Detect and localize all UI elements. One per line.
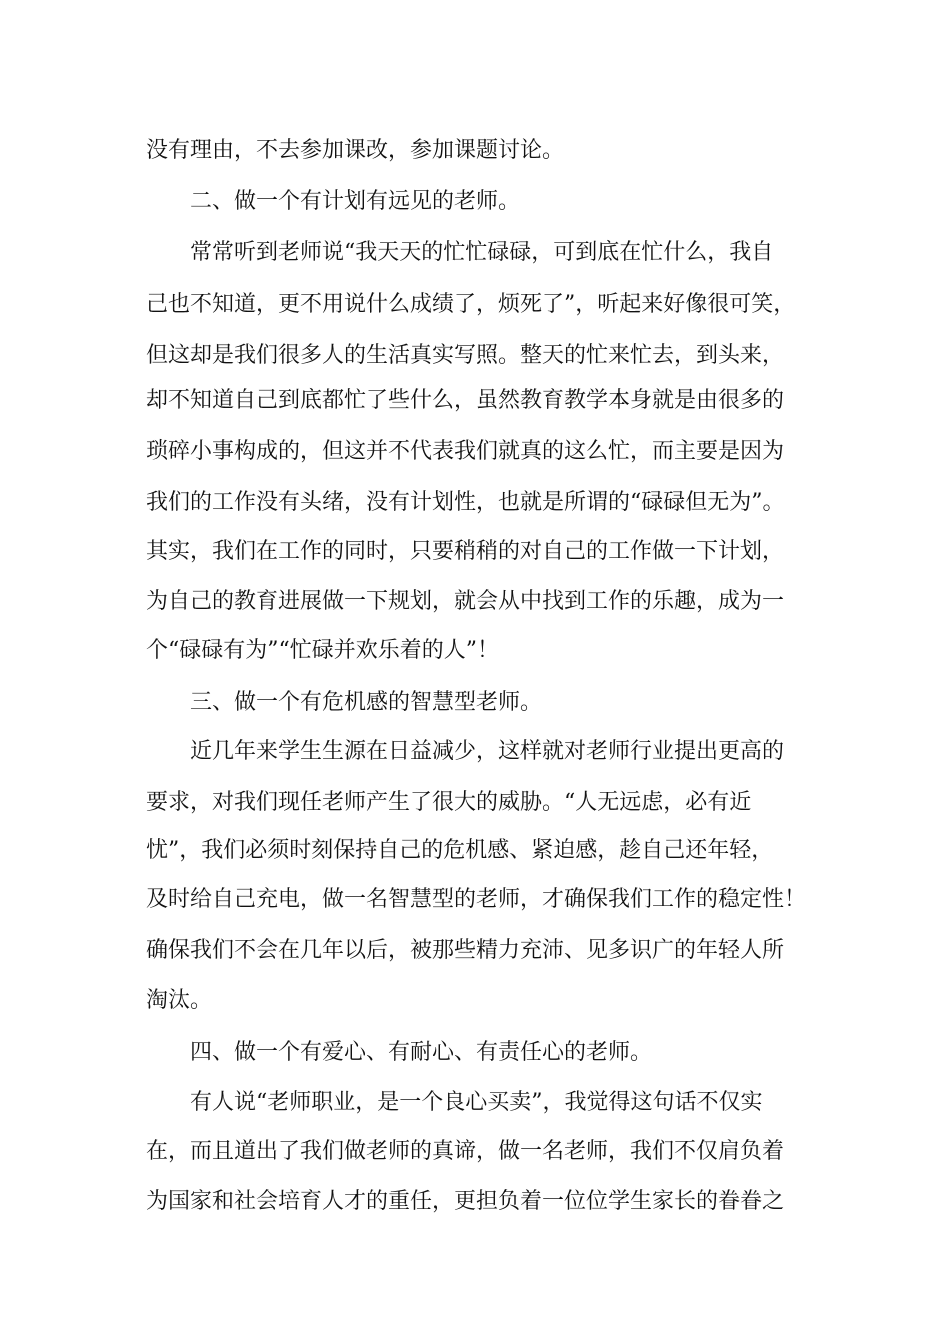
body-text-line: 琐碎小事构成的，但这并不代表我们就真的这么忙，而主要是因为 — [146, 439, 785, 464]
body-text-line: 但这却是我们很多人的生活真实写照。整天的忙来忙去，到头来， — [146, 343, 785, 368]
section-heading-4: 四、做一个有爱心、有耐心、有责任心的老师。 — [190, 1040, 653, 1065]
body-text-line: 为国家和社会培育人才的重任，更担负着一位位学生家长的眷眷之 — [146, 1189, 785, 1214]
body-text-line: 忧”，我们必须时刻保持自己的危机感、紧迫感，趁自己还年轻， — [146, 838, 774, 863]
body-text-line: 确保我们不会在几年以后，被那些精力充沛、见多识广的年轻人所 — [146, 938, 785, 963]
body-text-line: 我们的工作没有头绪，没有计划性，也就是所谓的“碌碌但无为”。 — [146, 490, 785, 515]
section-heading-2: 二、做一个有计划有远见的老师。 — [190, 189, 521, 214]
body-text-line: 有人说“老师职业，是一个良心买卖”，我觉得这句话不仅实 — [190, 1090, 763, 1115]
body-text-line: 个“碌碌有为”“忙碌并欢乐着的人”！ — [146, 638, 499, 663]
body-text-line: 淘汰。 — [146, 988, 213, 1013]
body-text-line: 没有理由，不去参加课改，参加课题讨论。 — [146, 138, 565, 163]
body-text-line: 及时给自己充电，做一名智慧型的老师，才确保我们工作的稳定性！ — [146, 887, 807, 912]
body-text-line: 常常听到老师说“我天天的忙忙碌碌，可到底在忙什么，我自 — [190, 240, 774, 265]
body-text-line: 要求，对我们现任老师产生了很大的威胁。“人无远虑，必有近 — [146, 790, 752, 815]
body-text-line: 其实，我们在工作的同时，只要稍稍的对自己的工作做一下计划， — [146, 539, 785, 564]
body-text-line: 近几年来学生生源在日益减少，这样就对老师行业提出更高的 — [190, 739, 785, 764]
body-text-line: 为自己的教育进展做一下规划，就会从中找到工作的乐趣，成为一 — [146, 589, 785, 614]
body-text-line: 己也不知道，更不用说什么成绩了，烦死了”，听起来好像很可笑， — [146, 292, 796, 317]
section-heading-3: 三、做一个有危机感的智慧型老师。 — [190, 690, 543, 715]
body-text-line: 却不知道自己到底都忙了些什么，虽然教育教学本身就是由很多的 — [146, 388, 785, 413]
body-text-line: 在，而且道出了我们做老师的真谛，做一名老师，我们不仅肩负着 — [146, 1139, 785, 1164]
